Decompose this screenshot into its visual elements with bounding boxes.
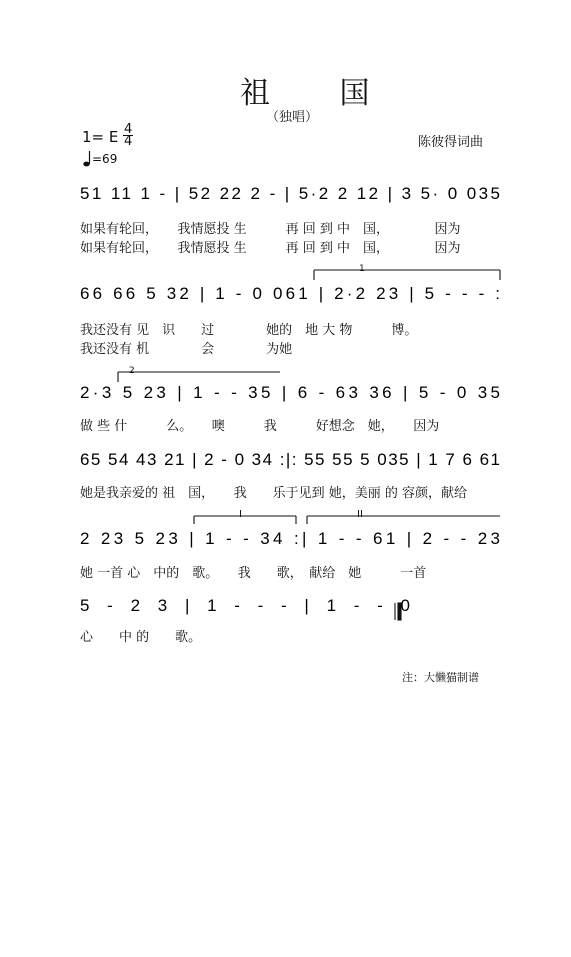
time-signature-bottom: 4 xyxy=(124,134,133,149)
song-subtitle: （独唱） xyxy=(266,110,319,125)
time-signature-top: 4 xyxy=(124,122,133,137)
lyrics-line-6: 心 中 的 歌。 xyxy=(80,630,202,645)
final-barline-thick xyxy=(398,603,401,620)
lyrics-line-2-verse-1: 我还没有 见 识 过 她的 地 大 物 博。 xyxy=(80,323,418,338)
notation-row-3: 2·3 5 23 | 1 - - 35 | 6 - 63 36 | 5 - 0 35 xyxy=(80,383,501,402)
transcriber-note: 注：大懒猫制谱 xyxy=(402,671,479,684)
lyrics-line-2-verse-2: 我还没有 机 会 为她 xyxy=(80,342,293,357)
tempo-marking: =69 xyxy=(92,152,118,166)
notation-row-2: 66 66 5 32 | 1 - 0 061 | 2·2 23 | 5 - - - : xyxy=(80,284,501,303)
notation-row-5: 2 23 5 23 | 1 - - 34 :| 1 - - 61 | 2 - - 23 xyxy=(80,529,501,548)
notation-row-6: 5 - 2 3 | 1 - - - | 1 - - 0 xyxy=(80,596,410,615)
lyrics-line-1-verse-2: 如果有轮回， 我情愿投 生 再 回 到 中 国， 因为 xyxy=(80,241,461,256)
volta-1-label: 1 xyxy=(359,264,365,274)
volta-ii-label: II xyxy=(357,509,363,520)
notation-row-1: 51 11 1 - | 52 22 2 - | 5·2 2 12 | 3 5· 0 035 xyxy=(80,184,501,203)
lyrics-line-5: 她 一首 心 中的 歌。 我 歌， 献给 她 一首 xyxy=(80,566,427,581)
lyrics-line-1-verse-1: 如果有轮回， 我情愿投 生 再 回 到 中 国， 因为 xyxy=(80,222,461,237)
volta-2-label: 2 xyxy=(129,366,135,376)
key-signature: 1= E xyxy=(82,128,119,146)
lyrics-line-4: 她是我亲爱的 祖 国， 我 乐于见到 她，美丽 的 容颜，献给 xyxy=(80,486,468,501)
composer-credit: 陈彼得词曲 xyxy=(418,135,484,150)
notation-row-4: 65 54 43 21 | 2 - 0 34 :|: 55 55 5 035 | 1 7 6 61 xyxy=(80,450,500,469)
song-title: 祖 国 xyxy=(240,76,400,111)
volta-i-label: I xyxy=(239,509,242,520)
lyrics-line-3: 做 些 什 么。 噢 我 好想念 她， 因为 xyxy=(80,419,440,434)
